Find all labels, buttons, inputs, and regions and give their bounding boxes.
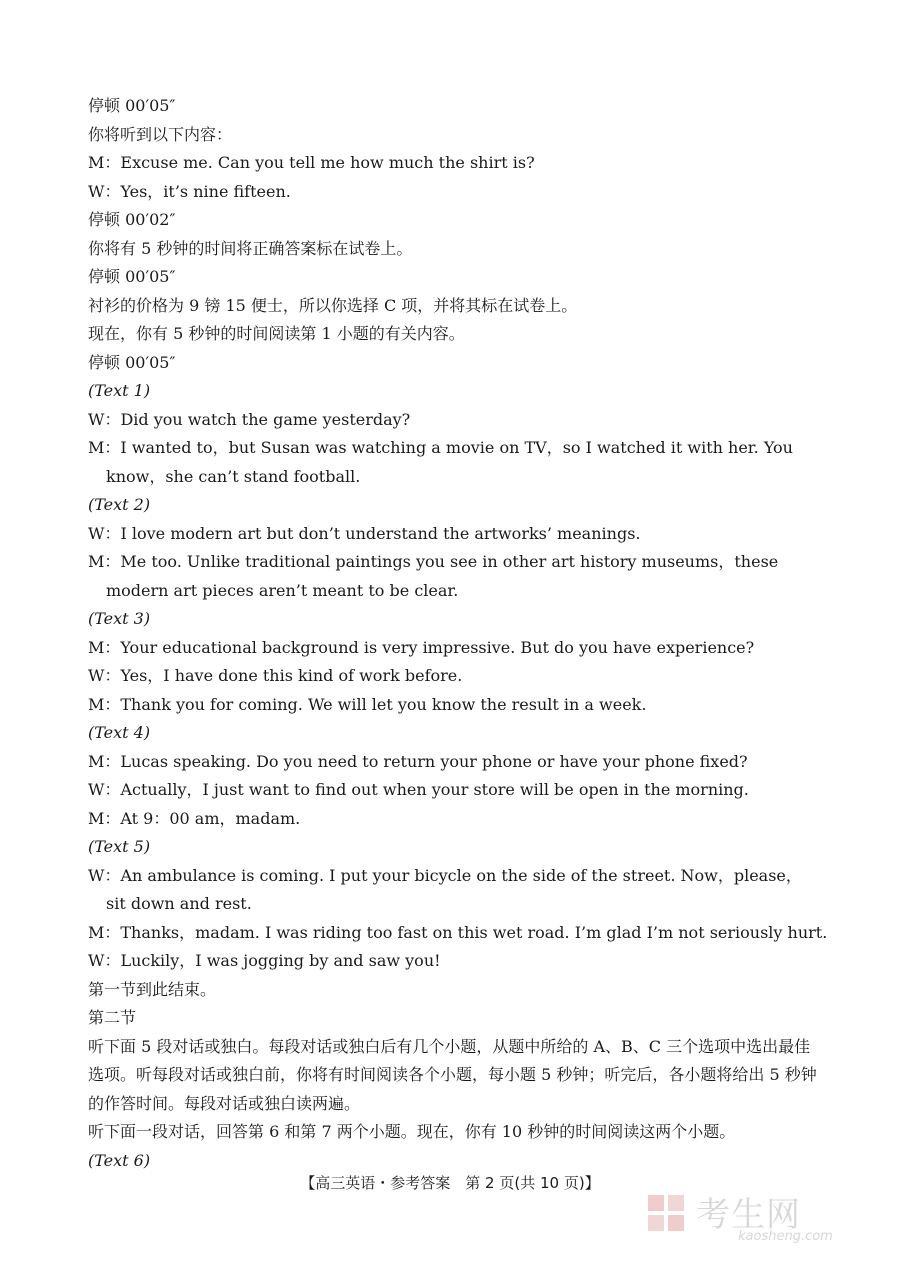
dialogue-line: W：Yes，I have done this kind of work before. (88, 666, 463, 685)
page-footer: 【高三英语・参考答案 第 2 页(共 10 页)】 (300, 1174, 600, 1192)
dialogue-line: M：Me too. Unlike traditional paintings you see in other art history museums，these modern art pieces aren’t meant to be clear. (88, 552, 779, 600)
text-label: (Text 4) (88, 723, 151, 742)
watermark-domain: kaosheng.com (738, 1229, 833, 1244)
text-label: (Text 2) (88, 495, 151, 514)
instruction-line: 衬衫的价格为 9 镑 15 便士，所以你选择 C 项，并将其标在试卷上。 (88, 295, 578, 315)
watermark (646, 1187, 876, 1247)
text-label: (Text 5) (88, 837, 151, 856)
dialogue-line: M：Thank you for coming. We will let you know the result in a week. (88, 694, 647, 714)
dialogue-line: W：Actually，I just want to find out when your store will be open in the morning. (88, 780, 749, 799)
instruction-line: 现在，你有 5 秒钟的时间阅读第 1 小题的有关内容。 (88, 324, 465, 343)
pause-line: 停顿 00′05″ (88, 267, 176, 286)
dialogue-line: M：I wanted to，but Susan was watching a movie on TV，so I watched it with her. You know，she can’t stand football. (88, 438, 793, 486)
document-body (88, 92, 828, 1175)
dialogue-line: W：Yes，it’s nine fifteen. (88, 181, 291, 201)
dialogue-line: M：Lucas speaking. Do you need to return your phone or have your phone fixed? (88, 751, 748, 771)
dialogue-line: W：I love modern art but don’t understand the artworks’ meanings. (88, 523, 641, 543)
dialogue-line: W：Luckily，I was jogging by and saw you! (88, 951, 441, 970)
section-heading: 第二节 (88, 1008, 137, 1027)
instruction-line: 你将有 5 秒钟的时间将正确答案标在试卷上。 (88, 238, 413, 258)
dialogue-line: W：Did you watch the game yesterday? (88, 409, 411, 429)
text-label: (Text 3) (88, 609, 151, 628)
dialogue-line: M：Your educational background is very impressive. But do you have experience? (88, 637, 755, 657)
section-instructions: 听下面 5 段对话或独白。每段对话或独白后有几个小题，从题中所给的 A、B、C 三个选项中选出最佳选项。听每段对话或独白前，你将有时间阅读各个小题，每小题 5 秒钟；听完后，各小题将给出 5 秒钟的作答时间。每段对话或独白读两遍。 (88, 1036, 817, 1113)
text-label: (Text 1) (88, 381, 151, 400)
dialogue-line: W：An ambulance is coming. I put your bicycle on the side of the street. Now，please，sit down and rest. (88, 865, 802, 913)
dialogue-line: M：At 9：00 am，madam. (88, 808, 301, 828)
text-label: (Text 6) (88, 1150, 151, 1170)
dialogue-line: M：Excuse me. Can you tell me how much the shirt is? (88, 153, 535, 172)
instruction-line: 听下面一段对话，回答第 6 和第 7 两个小题。现在，你有 10 秒钟的时间阅读这两个小题。 (88, 1122, 736, 1141)
section-end-line: 第一节到此结束。 (88, 979, 217, 999)
kaosheng-logo-icon (646, 1193, 686, 1233)
instruction-line: 你将听到以下内容： (88, 124, 233, 144)
pause-line: 停顿 00′05″ (88, 352, 176, 372)
pause-line: 停顿 00′02″ (88, 210, 176, 229)
watermark-brand: 考生网 (696, 1195, 801, 1235)
pause-line: 停顿 00′05″ (88, 96, 176, 115)
dialogue-line: M：Thanks，madam. I was riding too fast on this wet road. I’m glad I’m not seriously hurt. (88, 922, 828, 942)
